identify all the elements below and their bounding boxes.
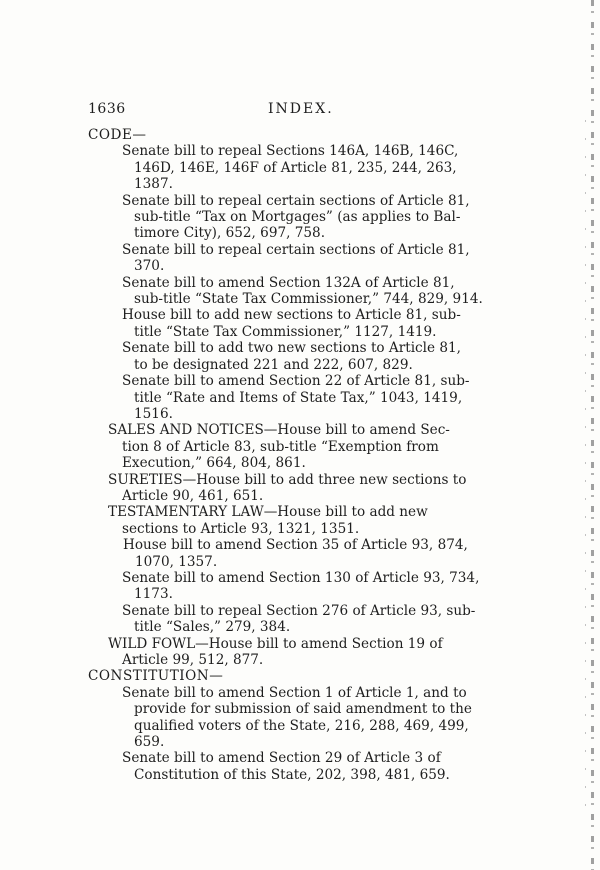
index-entry (88, 373, 508, 422)
entry-line: Execution,” 664, 804, 861. (122, 455, 306, 472)
entry-line: sub-title “Tax on Mortgages” (as applies to Bal- (134, 209, 461, 226)
entry-line: Article 99, 512, 877. (122, 652, 264, 668)
entry-line: Senate bill to amend Section 29 of Article 3 of (122, 750, 441, 767)
entry-line: 1387. (134, 176, 173, 193)
entry-line: provide for submission of said amendment to the (134, 701, 472, 718)
entry-line: Senate bill to repeal Sections 146A, 146B, 146C, (122, 143, 459, 160)
index-entry (88, 143, 508, 192)
index-entry (88, 340, 508, 373)
heading-constitution: CONSTITUTION— (88, 668, 224, 685)
index-content (88, 127, 508, 783)
entry-line: to be designated 221 and 222, 607, 829. (134, 356, 413, 373)
entry-line: SALES AND NOTICES—House bill to amend Sec- (108, 422, 450, 439)
index-entry (88, 307, 508, 340)
entry-line: Senate bill to amend Section 22 of Article 81, sub- (122, 373, 470, 390)
entry-line: 146D, 146E, 146F of Article 81, 235, 244, 263, (134, 159, 457, 176)
entry-line: Article 90, 461, 651. (122, 487, 264, 504)
page-number: 1636 (88, 101, 126, 117)
running-head: INDEX. (268, 101, 334, 117)
subheading-wild-fowl (88, 636, 508, 669)
entry-line: Senate bill to repeal certain sections of Article 81, (122, 192, 470, 209)
entry-line: title “Rate and Items of State Tax,” 1043, 1419, (134, 389, 463, 406)
index-entry (88, 750, 508, 783)
entry-line: Senate bill to repeal Section 276 of Article 93, sub- (122, 602, 476, 619)
scan-binding-edge-secondary (585, 120, 586, 820)
subheading-sureties (88, 472, 508, 505)
entry-line: House bill to amend Section 35 of Article 93, 874, (123, 537, 468, 554)
subheading-testamentary-law (88, 504, 508, 537)
index-entry (88, 275, 508, 308)
entry-line: Constitution of this State, 202, 398, 481, 659. (134, 766, 450, 783)
entry-line: title “Sales,” 279, 384. (134, 619, 291, 636)
scan-binding-edge (591, 0, 594, 870)
entry-line: WILD FOWL—House bill to amend Section 19 of (108, 635, 443, 652)
index-entry (88, 193, 508, 242)
index-entry (88, 570, 508, 603)
entry-line: 1070, 1357. (135, 553, 218, 570)
entry-line: House bill to add new sections to Article 81, sub- (122, 307, 461, 324)
entry-line: 370. (134, 258, 165, 275)
entry-line: SURETIES—House bill to add three new sections to (108, 471, 467, 488)
heading-code: CODE— (88, 127, 147, 143)
entry-line: title “State Tax Commissioner,” 1127, 1419. (134, 323, 437, 340)
entry-line: 1173. (134, 586, 173, 603)
entry-line: tion 8 of Article 83, sub-title “Exemption from (122, 438, 439, 455)
index-entry (88, 537, 508, 570)
entry-line: Senate bill to amend Section 1 of Article 1, and to (122, 684, 467, 701)
entry-line: Senate bill to amend Section 132A of Article 81, (122, 274, 455, 291)
entry-line: 1516. (134, 405, 173, 422)
subheading-sales-and-notices (88, 422, 508, 471)
entry-line: sub-title “State Tax Commissioner,” 744, 829, 914. (134, 291, 483, 308)
index-entry (88, 242, 508, 275)
entry-line: qualified voters of the State, 216, 288, 469, 499, (134, 717, 469, 734)
entry-line: TESTAMENTARY LAW—House bill to add new (108, 504, 428, 521)
index-entry (88, 685, 508, 751)
entry-line: Senate bill to amend Section 130 of Article 93, 734, (122, 569, 480, 586)
entry-line: sections to Article 93, 1321, 1351. (122, 520, 360, 537)
index-entry (88, 603, 508, 636)
entry-line: timore City), 652, 697, 758. (134, 225, 326, 242)
entry-line: Senate bill to add two new sections to Article 81, (122, 340, 461, 357)
entry-line: Senate bill to repeal certain sections of Article 81, (122, 241, 470, 258)
page-header (88, 101, 548, 121)
entry-line: 659. (134, 734, 165, 751)
